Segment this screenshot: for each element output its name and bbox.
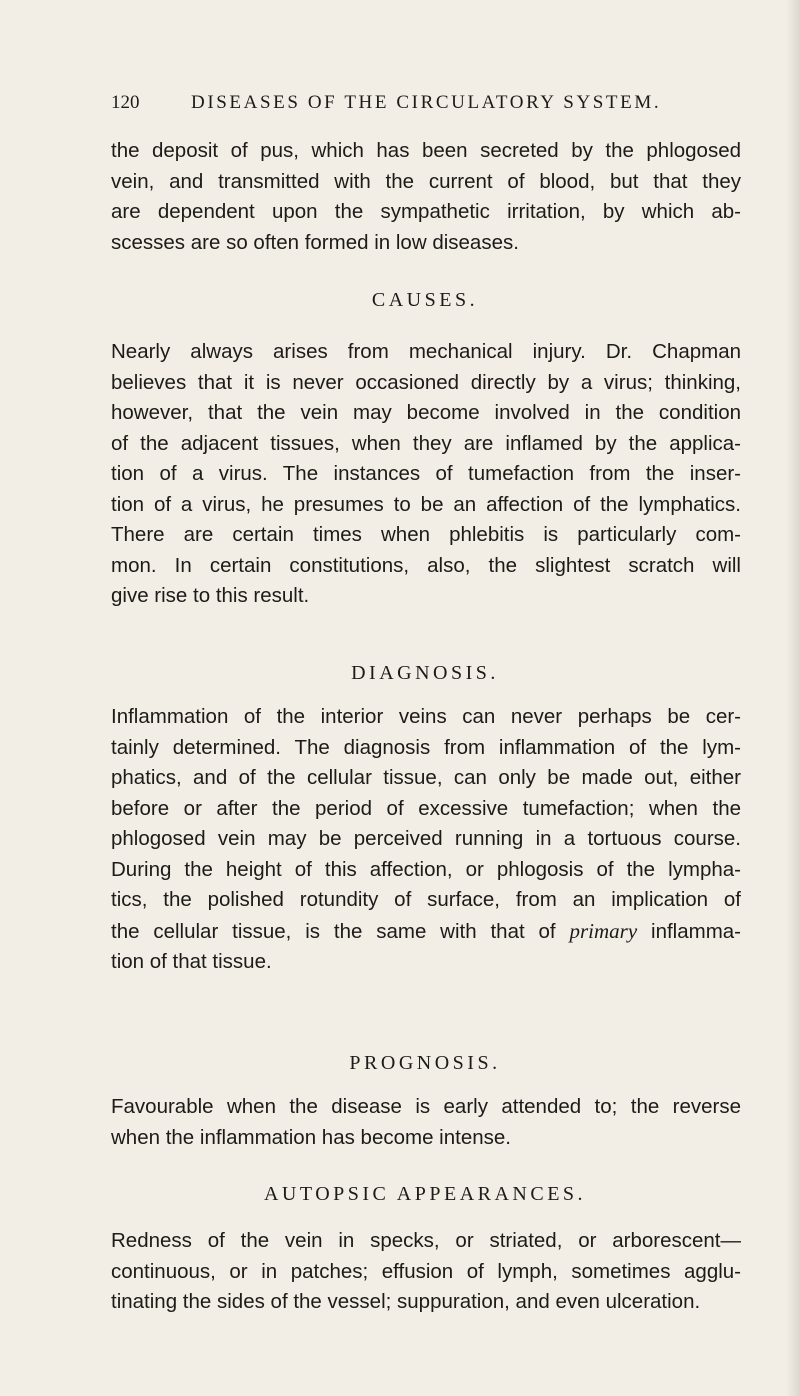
text-line: when the inflammation has become intense. [111, 1125, 511, 1149]
text-line: tics, the polished rotundity of surface, from an implication of [111, 888, 741, 911]
text-line: of the adjacent tissues, when they are inflamed by the applica- [111, 431, 741, 455]
diagnosis-paragraph [111, 702, 741, 978]
prognosis-paragraph [111, 1092, 741, 1153]
section-heading-causes: CAUSES. [371, 289, 479, 311]
text-line: believes that it is never occasioned directly by a virus; thinking, [111, 370, 741, 394]
text-line: however, that the vein may become involved in the condition [111, 401, 741, 424]
text-span: inflamma- [651, 919, 742, 943]
page-number: 120 [111, 92, 140, 113]
running-title: DISEASES OF THE CIRCULATORY SYSTEM. [191, 92, 662, 113]
text-line: There are certain times when phlebitis is particularly com- [111, 523, 741, 546]
text-line: tinating the sides of the vessel; suppuration, and even ulceration. [111, 1290, 701, 1313]
text-line: the deposit of pus, which has been secreted by the phlogosed [111, 139, 741, 162]
text-line: continuous, or in patches; effusion of lymph, sometimes agglu- [111, 1259, 741, 1283]
text-line: Nearly always arises from mechanical injury. Dr. Chapman [111, 340, 741, 363]
text-line: Inflammation of the interior veins can never perhaps be cer- [111, 705, 741, 728]
text-line: phatics, and of the cellular tissue, can only be made out, either [111, 766, 741, 789]
text-line [111, 916, 741, 948]
text-span: the cellular tissue, is the same with that of [111, 919, 556, 943]
text-line: tion of a virus, he presumes to be an affection of the lymphatics. [111, 492, 741, 516]
text-line: tion of a virus. The instances of tumefaction from the inser- [111, 462, 741, 485]
text-line: vein, and transmitted with the current of blood, but that they [111, 169, 741, 193]
causes-paragraph [111, 337, 741, 612]
text-line: Redness of the vein in specks, or striated, or arborescent— [111, 1229, 741, 1252]
running-header [111, 92, 711, 114]
text-line: mon. In certain constitutions, also, the slightest scratch will [111, 553, 741, 577]
text-line: scesses are so often formed in low diseases. [111, 230, 519, 254]
text-line: tion of that tissue. [111, 950, 272, 973]
text-line: before or after the period of excessive tumefaction; when the [111, 796, 741, 820]
section-heading-prognosis: PROGNOSIS. [349, 1052, 501, 1074]
text-line: Favourable when the disease is early attended to; the reverse [111, 1095, 741, 1118]
intro-paragraph [111, 136, 741, 258]
italic-word: primary [569, 918, 638, 943]
autopsic-paragraph [111, 1226, 741, 1318]
text-line: During the height of this affection, or phlogosis of the lympha- [111, 857, 741, 881]
text-line: phlogosed vein may be perceived running in a tortuous course. [111, 827, 741, 850]
text-line: give rise to this result. [111, 584, 310, 607]
text-line: are dependent upon the sympathetic irritation, by which ab- [111, 200, 741, 223]
section-heading-autopsic-appearances: AUTOPSIC APPEARANCES. [263, 1183, 587, 1205]
text-line: tainly determined. The diagnosis from inflammation of the lym- [111, 735, 741, 759]
section-heading-diagnosis: DIAGNOSIS. [351, 662, 499, 684]
